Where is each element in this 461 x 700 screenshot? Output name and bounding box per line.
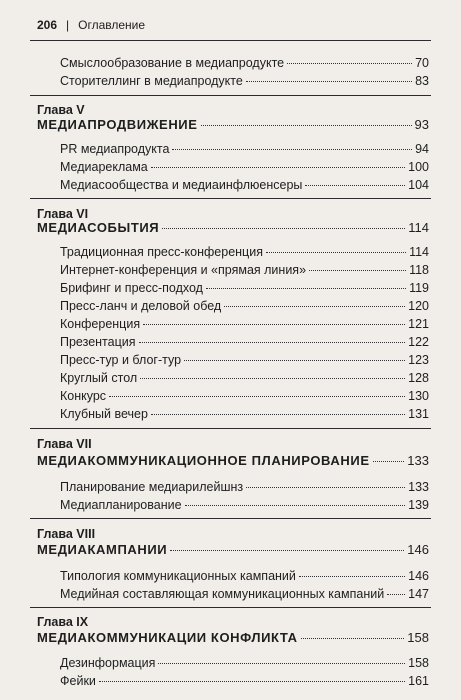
entry-page: 130 xyxy=(408,389,429,403)
header-separator: | xyxy=(66,18,70,32)
entry-title: Интернет-конференция и «прямая линия» xyxy=(60,263,307,277)
entry-page: 114 xyxy=(409,245,429,259)
toc-entry[interactable] xyxy=(60,244,429,260)
entry-title: Клубный вечер xyxy=(60,407,148,421)
entry-title: Фейки xyxy=(60,674,96,688)
entry-title: Пресс-тур и блог-тур xyxy=(60,353,182,367)
toc-entry[interactable] xyxy=(60,334,429,350)
entry-page: 131 xyxy=(408,407,429,421)
entry-page: 139 xyxy=(408,498,429,512)
toc-entry[interactable] xyxy=(60,262,429,278)
dot-leader xyxy=(99,681,405,682)
toc-entry[interactable] xyxy=(60,497,429,513)
dot-leader xyxy=(143,324,405,325)
entry-page: 133 xyxy=(408,480,429,494)
toc-entry[interactable] xyxy=(60,73,429,89)
entry-page: 128 xyxy=(408,371,429,385)
dot-leader xyxy=(139,342,406,343)
chapter-label: Глава VI xyxy=(37,207,89,221)
entry-page: 147 xyxy=(408,587,429,601)
toc-entry[interactable] xyxy=(60,280,429,296)
toc-entry[interactable] xyxy=(60,316,429,332)
chapter-label: Глава VIII xyxy=(37,527,96,541)
entry-title: Пресс-ланч и деловой обед xyxy=(60,299,222,313)
chapter-title[interactable] xyxy=(37,220,429,236)
entry-title: Конференция xyxy=(60,317,141,331)
dot-leader xyxy=(309,270,406,271)
dot-leader xyxy=(287,63,412,64)
entry-page: 94 xyxy=(415,142,429,156)
chapter-label: Глава IX xyxy=(37,615,89,629)
entry-page: 120 xyxy=(408,299,429,313)
toc-entry[interactable] xyxy=(60,177,429,193)
toc-entry[interactable] xyxy=(60,568,429,584)
dot-leader xyxy=(158,663,405,664)
chapter-title-text: МЕДИАКАМПАНИИ xyxy=(37,542,168,557)
dot-leader xyxy=(246,81,412,82)
chapter-title[interactable] xyxy=(37,453,429,469)
dot-leader xyxy=(373,461,405,462)
entry-title: Брифинг и пресс-подход xyxy=(60,281,203,295)
dot-leader xyxy=(206,288,406,289)
toc-entry[interactable] xyxy=(60,479,429,495)
header-rule xyxy=(30,40,431,41)
entry-title: Сторителлинг в медиапродукте xyxy=(60,74,243,88)
running-head xyxy=(37,18,431,32)
dot-leader xyxy=(185,505,406,506)
toc-entry[interactable] xyxy=(60,141,429,157)
entry-title: Медиареклама xyxy=(60,160,148,174)
chapter-label: Глава V xyxy=(37,103,85,117)
entry-page: 83 xyxy=(415,74,429,88)
chapter-rule xyxy=(30,95,431,96)
entry-page: 122 xyxy=(408,335,429,349)
toc-entry[interactable] xyxy=(60,388,429,404)
entry-title: Медиапланирование xyxy=(60,498,182,512)
chapter-page: 114 xyxy=(408,220,429,235)
dot-leader xyxy=(109,396,405,397)
dot-leader xyxy=(387,594,405,595)
dot-leader xyxy=(172,149,412,150)
entry-page: 104 xyxy=(408,178,429,192)
entry-title: Смыслообразование в медиапродукте xyxy=(60,56,285,70)
dot-leader xyxy=(140,378,405,379)
chapter-rule xyxy=(30,607,431,608)
chapter-rule xyxy=(30,198,431,199)
chapter-page: 146 xyxy=(407,542,429,557)
dot-leader xyxy=(201,125,412,126)
toc-entry[interactable] xyxy=(60,370,429,386)
entry-page: 123 xyxy=(408,353,429,367)
entry-title: Типология коммуникационных кампаний xyxy=(60,569,296,583)
entry-page: 161 xyxy=(408,674,429,688)
entry-page: 146 xyxy=(408,569,429,583)
toc-entry[interactable] xyxy=(60,55,429,71)
toc-entry[interactable] xyxy=(60,655,429,671)
chapter-title[interactable] xyxy=(37,630,429,646)
dot-leader xyxy=(299,576,405,577)
entry-page: 121 xyxy=(408,317,429,331)
chapter-title[interactable] xyxy=(37,542,429,558)
chapter-rule xyxy=(30,428,431,429)
toc-entry[interactable] xyxy=(60,586,429,602)
chapter-page: 158 xyxy=(407,630,429,645)
page-number: 206 xyxy=(37,18,58,32)
chapter-title-text: МЕДИАПРОДВИЖЕНИЕ xyxy=(37,117,198,132)
dot-leader xyxy=(305,185,405,186)
entry-title: Медиасообщества и медиаинфлюенсеры xyxy=(60,178,303,192)
dot-leader xyxy=(162,228,405,229)
chapter-rule xyxy=(30,518,431,519)
entry-title: Конкурс xyxy=(60,389,107,403)
dot-leader xyxy=(246,487,405,488)
dot-leader xyxy=(170,550,404,551)
entry-page: 70 xyxy=(415,56,429,70)
entry-title: Медийная составляющая коммуникационных кампаний xyxy=(60,587,385,601)
dot-leader xyxy=(184,360,405,361)
entry-title: Презентация xyxy=(60,335,136,349)
section-title: Оглавление xyxy=(78,18,146,32)
toc-entry[interactable] xyxy=(60,673,429,689)
entry-title: Дезинформация xyxy=(60,656,156,670)
chapter-page: 133 xyxy=(407,453,429,468)
entry-title: PR медиапродукта xyxy=(60,142,170,156)
chapter-title-text: МЕДИАСОБЫТИЯ xyxy=(37,220,160,235)
dot-leader xyxy=(301,638,405,639)
dot-leader xyxy=(151,414,405,415)
dot-leader xyxy=(151,167,405,168)
chapter-title-text: МЕДИАКОММУНИКАЦИОННОЕ ПЛАНИРОВАНИЕ xyxy=(37,453,370,468)
entry-page: 100 xyxy=(408,160,429,174)
toc-entry[interactable] xyxy=(60,406,429,422)
dot-leader xyxy=(224,306,405,307)
toc-entry[interactable] xyxy=(60,159,429,175)
toc-entry[interactable] xyxy=(60,298,429,314)
chapter-label: Глава VII xyxy=(37,437,92,451)
chapter-title[interactable] xyxy=(37,117,429,133)
entry-title: Планирование медиарилейшнз xyxy=(60,480,244,494)
entry-title: Традиционная пресс-конференция xyxy=(60,245,263,259)
entry-title: Круглый стол xyxy=(60,371,138,385)
toc-entry[interactable] xyxy=(60,352,429,368)
entry-page: 119 xyxy=(409,281,429,295)
entry-page: 158 xyxy=(408,656,429,670)
entry-page: 118 xyxy=(409,263,429,277)
dot-leader xyxy=(266,252,406,253)
chapter-title-text: МЕДИАКОММУНИКАЦИИ КОНФЛИКТА xyxy=(37,630,298,645)
chapter-page: 93 xyxy=(414,117,429,132)
